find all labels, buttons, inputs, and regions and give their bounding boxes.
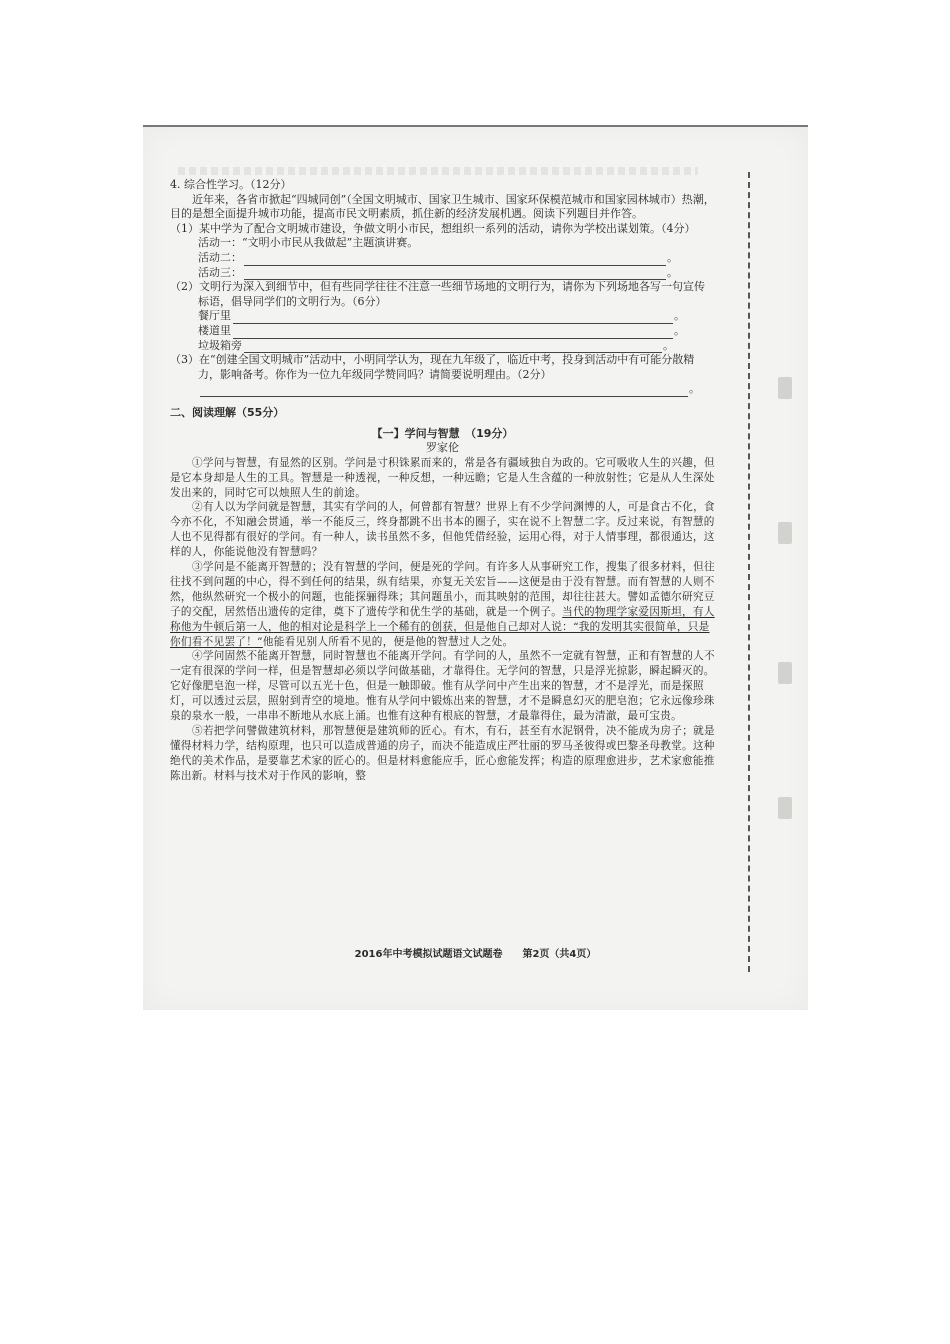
place-1-row xyxy=(170,309,715,324)
activity-3-label: 活动三： xyxy=(198,265,242,279)
sub-question-1: （1）某中学为了配合文明城市建设，争做文明小市民，想组织一系列的活动，请你为学校出谋划策。（4分） xyxy=(170,221,696,235)
side-margin-mark xyxy=(778,797,792,819)
section-2-heading: 二、阅读理解（55分） xyxy=(170,405,285,419)
answer-blank-place-2[interactable] xyxy=(233,328,673,339)
activity-2-row xyxy=(170,251,715,266)
paragraph-5: ⑤若把学问譬做建筑材料，那智慧便是建筑师的匠心。有木，有石，甚至有水泥钢骨，决不能成为房子；就是懂得材料力学，结构原理，也只可以造成普通的房子，而决不能造成庄严壮丽的罗马圣彼得或巴黎圣母教堂。这种绝代的美术作品，是要靠艺术家的匠心的。但是材料愈能应手，匠心愈能发挥；构造的原理愈进步，艺术家愈能推陈出新。材料与技术对于作风的影响，整 xyxy=(170,725,715,782)
answer-blank-place-3[interactable] xyxy=(244,342,662,353)
underlined-sentence: 当代的物理学家爱因斯坦，有人称他为牛顿后第一人，他的相对论是科学上一个稀有的创获，但是他自己却对人说：“我的发明其实很简单，只是你们看不见罢了！” xyxy=(170,605,715,648)
sub-question-3: （3）在“创建全国文明城市”活动中，小明同学认为，现在九年级了，临近中考，投身到活动中有可能分散精力，影响备考。你作为一位九年级同学赞同吗？请简要说明理由。（2分） xyxy=(170,353,695,381)
article-body xyxy=(170,456,715,784)
period-mark: 。 xyxy=(674,309,685,323)
scanned-exam-page xyxy=(143,125,808,1010)
side-margin-mark xyxy=(778,377,792,399)
activity-1: 活动一：“文明小市民从我做起”主题演讲赛。 xyxy=(198,236,419,250)
place-3-label: 垃圾箱旁 xyxy=(198,338,242,352)
paragraph-1: ①学问与智慧，有显然的区别。学问是寸积铢累而来的，常是各有疆域独自为政的。它可吸收人生的兴趣，但是它本身却是人生的工具。智慧是一种透视，一种反想，一种远瞻；它是人生含蕴的一种放射性；它是从人生深处发出来的，同时它可以烛照人生的前途。 xyxy=(170,456,715,499)
paragraph-3 xyxy=(170,560,715,649)
question-4-heading: 4. 综合性学习。（12分） xyxy=(170,178,292,191)
article-title: 【一】学问与智慧 （19分） xyxy=(371,426,514,440)
place-3-row xyxy=(170,339,715,354)
faint-previous-line xyxy=(178,167,698,175)
activity-2-label: 活动二： xyxy=(198,250,242,264)
paragraph-3-part-b: 他能看见别人所看不见的，便是他的智慧过人之处。 xyxy=(262,635,514,648)
side-margin-mark xyxy=(778,522,792,544)
answer-blank-sub-question-3[interactable] xyxy=(200,386,688,397)
period-mark: 。 xyxy=(667,250,678,264)
period-mark: 。 xyxy=(663,338,674,352)
period-mark: 。 xyxy=(674,323,685,337)
period-mark: 。 xyxy=(689,382,700,396)
paragraph-2: ②有人以为学问就是智慧，其实有学问的人，何曾都有智慧？世界上有不少学问渊博的人，可是食古不化，食今亦不化，不知融会贯通，举一不能反三，终身都跳不出书本的圈子，实在说不上智慧二字。反过来说，有智慧的人也不见得都有很好的学问。有一种人，读书虽然不多，但他凭借经验，运用心得，对于人情事理，都很通达，这样的人，你能说他没有智慧吗？ xyxy=(170,501,715,559)
article-author: 罗家伦 xyxy=(426,441,459,455)
answer-blank-place-1[interactable] xyxy=(233,313,673,324)
sub-question-2: （2）文明行为深入到细节中，但有些同学往往不注意一些细节场地的文明行为，请你为下列场地各写一句宣传标语，倡导同学们的文明行为。（6分） xyxy=(170,280,705,308)
side-margin-mark xyxy=(778,662,792,684)
activity-3-row xyxy=(170,266,715,281)
place-2-label: 楼道里 xyxy=(198,323,231,337)
exam-content xyxy=(170,178,715,784)
paragraph-4: ④学问固然不能离开智慧，同时智慧也不能离开学问。有学问的人，虽然不一定就有智慧，正和有智慧的人不一定有很深的学问一样，但是智慧却必须以学问做基础，才靠得住。无学问的智慧，只是浮光掠影，瞬起瞬灭的。它好像肥皂泡一样，尽管可以五光十色，但是一触即破。惟有从学问中产生出来的智慧，才不是浮光，而是探照灯，可以透过云层，照射到青空的境地。惟有从学问中锻炼出来的智慧，才不是瞬息幻灭的肥皂泡；它永远像珍珠泉的泉水一般，一串串不断地从水底上涌。也惟有这种有根底的智慧，才最靠得住，最为清澈，最可宝贵。 xyxy=(170,650,715,723)
answer-blank-activity-2[interactable] xyxy=(244,255,666,266)
answer-blank-activity-3[interactable] xyxy=(244,269,666,280)
place-2-row xyxy=(170,324,715,339)
binding-dashed-line xyxy=(748,172,750,972)
sub-question-3-answer-row xyxy=(170,382,715,397)
paragraph-3-part-a: ③学问是不能离开智慧的；没有智慧的学问，便是死的学问。有许多人从事研究工作，搜集了很多材料，但往往找不到问题的中心，得不到任何的结果，纵有结果，亦复无关宏旨——这便是由于没有智慧。而有智慧的人则不然，他纵然研究一个极小的问题，也能探骊得珠；其问题虽小，而其映射的范围，却往往甚大。譬如孟德尔研究豆子的交配，居然悟出遗传的定律，奠下了遗传学和优生学的基础，就是一个例子。 xyxy=(170,561,715,618)
page-footer: 2016年中考模拟试题语文试题卷 第2页（共4页） xyxy=(354,949,597,960)
place-1-label: 餐厅里 xyxy=(198,309,231,323)
period-mark: 。 xyxy=(667,265,678,279)
question-4-intro: 近年来，各省市掀起“四城同创”（全国文明城市、国家卫生城市、国家环保模范城市和国家园林城市）热潮，目的是想全面提升城市功能，提高市民文明素质，抓住新的经济发展机遇。阅读下列题目并作答。 xyxy=(170,192,715,221)
